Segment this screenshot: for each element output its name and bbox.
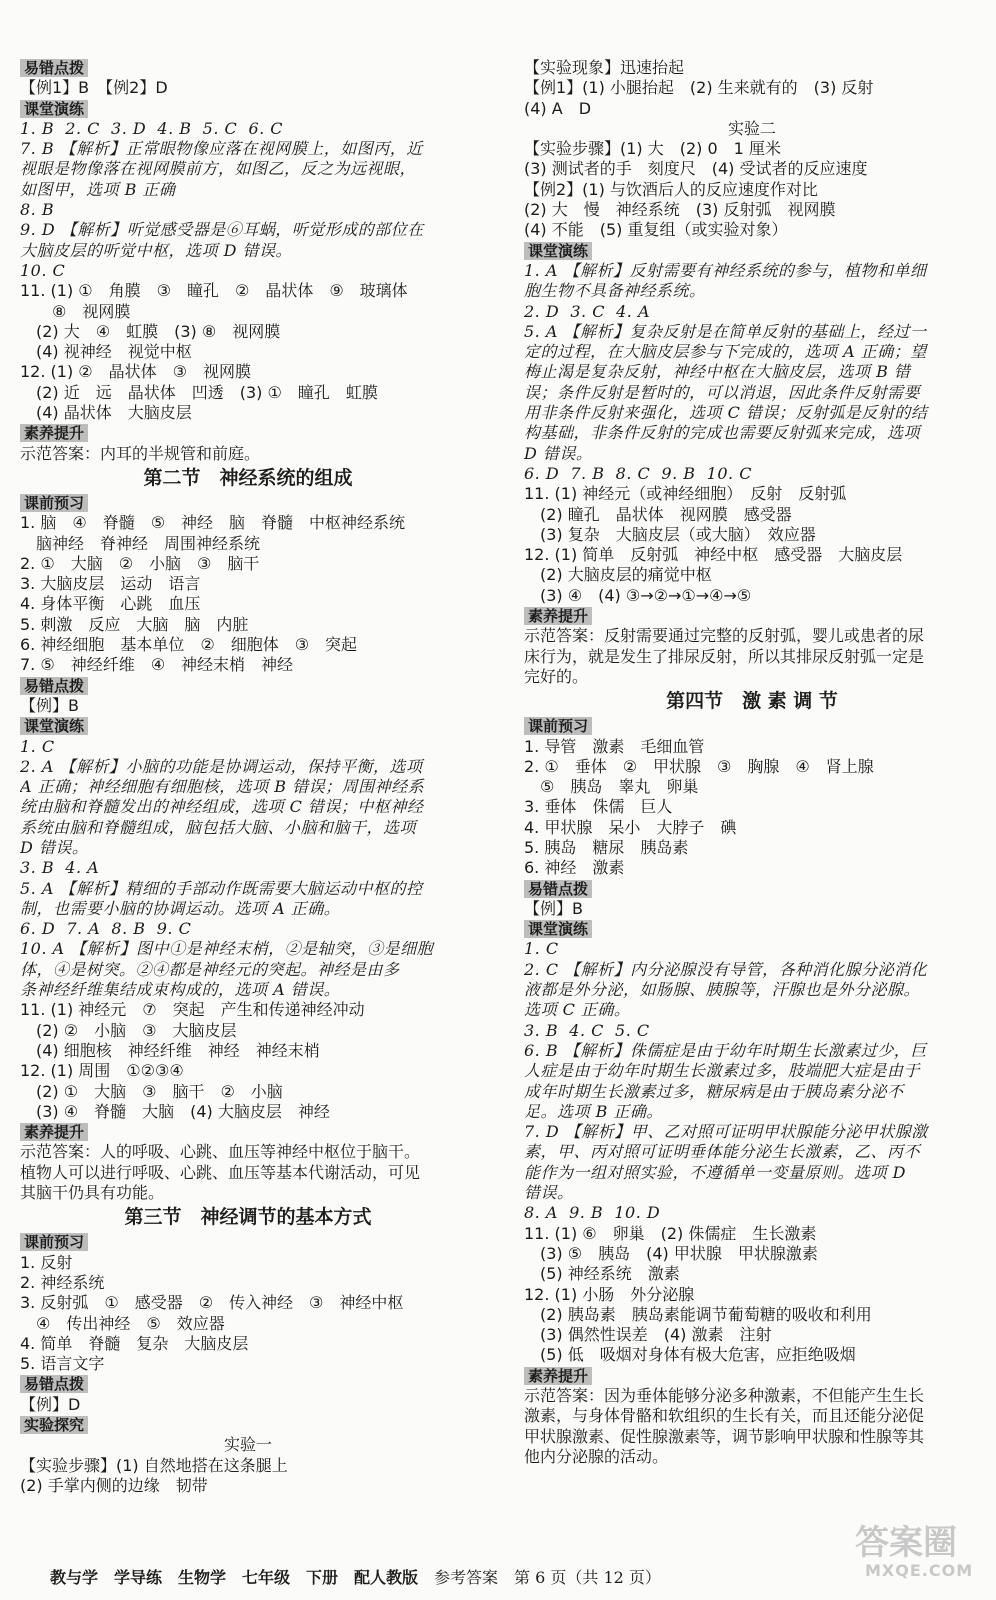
answer-line: 9. D 【解析】听觉感受器是⑥耳蜗，听觉形成的部位在 bbox=[20, 220, 424, 240]
answer-line: 6. 神经细胞 基本单位 ② 细胞体 ③ 突起 bbox=[20, 635, 358, 655]
answer-line: 4. 简单 脊髓 复杂 大脑皮层 bbox=[20, 1333, 249, 1353]
answer-line: (2) 胰岛素 胰岛素能调节葡萄糖的吸收和利用 bbox=[524, 1304, 872, 1324]
answer-line: (3) 复杂 大脑皮层（或大脑） 效应器 bbox=[524, 524, 816, 544]
section-label: 课堂演练 bbox=[524, 920, 592, 938]
section-label: 课堂演练 bbox=[524, 242, 592, 260]
answer-line: 6. D 7. B 8. C 9. B 10. C bbox=[524, 463, 752, 483]
section-label: 素养提升 bbox=[524, 1367, 592, 1385]
answer-line: 2. C 【解析】内分泌腺没有导管，各种消化腺分泌消化 bbox=[524, 959, 928, 979]
answer-line: 【实验现象】迅速抬起 bbox=[524, 58, 685, 77]
answer-line: 示范答案：反射需要通过完整的反射弧，婴儿或患者的尿 bbox=[524, 626, 925, 646]
answer-line: 选项 C 正确。 bbox=[524, 1000, 631, 1020]
section-label-row bbox=[20, 58, 476, 78]
answer-line: 5. 胰岛 糖尿 胰岛素 bbox=[524, 837, 689, 857]
answer-line: 其脑干仍具有功能。 bbox=[20, 1183, 165, 1203]
answer-line: 2. 神经系统 bbox=[20, 1272, 105, 1292]
answer-line: 11. (1) 神经元（或神经细胞） 反射 反射弧 bbox=[524, 484, 847, 504]
answer-line: 3. 垂体 侏儒 巨人 bbox=[524, 797, 673, 817]
answer-line: (2) 瞳孔 晶状体 视网膜 感受器 bbox=[524, 504, 792, 524]
answer-line: 2. A 【解析】小脑的功能是协调运动，保持平衡，选项 bbox=[20, 756, 423, 776]
section-label-row bbox=[20, 423, 476, 443]
answer-line: 5. A 【解析】精细的手部动作既需要大脑运动中枢的控 bbox=[20, 878, 423, 898]
right-column bbox=[524, 58, 980, 1467]
answer-line: 梅止渴是复杂反射，神经中枢在大脑皮层，选项 B 错 bbox=[524, 362, 911, 382]
answer-line: 体，④是树突。②④都是神经元的突起。神经是由多 bbox=[20, 959, 400, 979]
answer-line: 10. C bbox=[20, 260, 66, 280]
answer-line: ⑤ 胰岛 睾丸 卵巢 bbox=[524, 777, 699, 797]
answer-line: (4) A D bbox=[524, 98, 592, 118]
section-label-row bbox=[524, 879, 980, 899]
answer-line: 6. B 【解析】侏儒症是由于幼年时期生长激素过少，巨 bbox=[524, 1040, 927, 1060]
watermark bbox=[855, 1515, 990, 1595]
answer-line: (4) 视神经 视觉中枢 bbox=[20, 342, 192, 362]
answer-line: 【例2】(1) 与饮酒后人的反应速度作对比 bbox=[524, 179, 818, 199]
answer-line: (3) ④ 脊髓 大脑 (4) 大脑皮层 神经 bbox=[20, 1101, 330, 1121]
answer-line: A 正确；神经细胞有细胞核，选项 B 错误；周围神经系 bbox=[20, 777, 425, 797]
answer-line: 【例】D bbox=[20, 1394, 81, 1414]
answer-line: 实验一 bbox=[223, 1435, 272, 1455]
answer-line: 条神经纤维集结成束构成的，选项 A 错误。 bbox=[20, 980, 341, 1000]
answer-line: 系统由脑和脊髓组成，脑包括大脑、小脑和脑干，选项 bbox=[20, 817, 417, 837]
answer-line: 制，也需要小脑的协调运动。选项 A 正确。 bbox=[20, 898, 341, 918]
section-label-row bbox=[20, 676, 476, 696]
answer-line: D 错误。 bbox=[20, 837, 89, 857]
answer-line: 12. (1) ② 晶状体 ③ 视网膜 bbox=[20, 362, 251, 382]
answer-line: 成年时期生长激素过多，糖尿病是由于胰岛素分泌不 bbox=[524, 1081, 904, 1101]
section-label: 课堂演练 bbox=[20, 717, 88, 735]
section-label-row bbox=[20, 716, 476, 736]
watermark-logo: 答案圈 bbox=[855, 1523, 957, 1563]
answer-line: ④ 传出神经 ⑤ 效应器 bbox=[20, 1313, 225, 1333]
answer-line: (2) 大 慢 神经系统 (3) 反射弧 视网膜 bbox=[524, 200, 836, 220]
answer-line: 植物人可以进行呼吸、心跳、血压等基本代谢活动，可见 bbox=[20, 1162, 421, 1182]
chapter-heading: 第二节 神经系统的组成 bbox=[143, 466, 353, 489]
answer-line: 示范答案：人的呼吸、心跳、血压等神经中枢位于脑干。 bbox=[20, 1142, 421, 1162]
answer-line: 2. ① 大脑 ② 小脑 ③ 脑干 bbox=[20, 553, 260, 573]
answer-line: 视眼是物像落在视网膜前方，如图乙，反之为远视眼， bbox=[20, 159, 417, 179]
answer-line: 他内分泌腺的活动。 bbox=[524, 1446, 669, 1466]
section-label-row bbox=[524, 606, 980, 626]
answer-line: 足。选项 B 正确。 bbox=[524, 1101, 663, 1121]
section-label: 课前预习 bbox=[524, 717, 592, 735]
answer-line: 10. A 【解析】图中①是神经末梢，②是轴突，③是细胞 bbox=[20, 939, 434, 959]
answer-line: (2) ① 大脑 ③ 脑干 ② 小脑 bbox=[20, 1081, 283, 1101]
answer-line: 11. (1) ① 角膜 ③ 瞳孔 ② 晶状体 ⑨ 玻璃体 bbox=[20, 281, 408, 301]
page-footer bbox=[50, 1565, 950, 1588]
section-label: 易错点拨 bbox=[20, 1375, 88, 1393]
answer-line: 示范答案：因为垂体能够分泌多种激素，不但能产生生长 bbox=[524, 1386, 925, 1405]
answer-line: 8. B bbox=[20, 200, 55, 220]
left-column bbox=[20, 58, 476, 1496]
answer-line: 统由脑和脊髓发出的神经组成，选项 C 错误；中枢神经 bbox=[20, 797, 424, 817]
answer-line: 误；条件反射是暂时的，可以消退，因此条件反射需要 bbox=[524, 382, 921, 402]
answer-line: (2) ② 小脑 ③ 大脑皮层 bbox=[20, 1020, 237, 1040]
section-label: 实验探究 bbox=[20, 1416, 88, 1434]
answer-line: 【例1】(1) 小腿抬起 (2) 生来就有的 (3) 反射 bbox=[524, 78, 874, 98]
answer-line: 12. (1) 周围 ①②③④ bbox=[20, 1061, 184, 1081]
answer-line: 3. 大脑皮层 运动 语言 bbox=[20, 574, 201, 594]
chapter-heading: 第四节 激 素 调 节 bbox=[666, 690, 838, 713]
answer-line: 人症是由于幼年时期生长激素过多，肢端肥大症是由于 bbox=[524, 1061, 921, 1081]
answer-line: 甲状腺激素、促性腺激素等，调节影响甲状腺和性腺等其 bbox=[524, 1426, 925, 1446]
answer-line: 大脑皮层的听觉中枢，选项 D 错误。 bbox=[20, 240, 293, 260]
answer-line: (3) ⑤ 胰岛 (4) 甲状腺 甲状腺激素 bbox=[524, 1243, 818, 1263]
section-label: 易错点拨 bbox=[20, 677, 88, 695]
answer-line: 3. B 4. C 5. C bbox=[524, 1020, 650, 1040]
answer-line: 11. (1) 神经元 ⑦ 突起 产生和传递神经冲动 bbox=[20, 1000, 365, 1020]
answer-line: 4. 身体平衡 心跳 血压 bbox=[20, 594, 201, 614]
answer-line: (4) 不能 (5) 重复组（或实验对象） bbox=[524, 220, 788, 240]
answer-line: 1. C bbox=[524, 939, 559, 959]
answer-line: (2) 手掌内侧的边缘 韧带 bbox=[20, 1475, 208, 1495]
section-label-row bbox=[524, 1366, 980, 1386]
answer-line: 5. 刺激 反应 大脑 脑 内脏 bbox=[20, 614, 249, 634]
answer-line: 5. 语言文字 bbox=[20, 1354, 105, 1374]
answer-line: 1. B 2. C 3. D 4. B 5. C 6. C bbox=[20, 118, 284, 138]
answer-line: 12. (1) 小肠 外分泌腺 bbox=[524, 1284, 695, 1304]
answer-line: 3. 反射弧 ① 感受器 ② 传入神经 ③ 神经中枢 bbox=[20, 1293, 404, 1313]
section-label-row bbox=[20, 493, 476, 513]
answer-line: 7. ⑤ 神经纤维 ④ 神经末梢 神经 bbox=[20, 655, 294, 675]
answer-line: D 错误。 bbox=[524, 443, 593, 463]
answer-line: 6. D 7. A 8. B 9. C bbox=[20, 919, 192, 939]
answer-line: (2) 近 远 晶状体 凹透 (3) ① 瞳孔 虹膜 bbox=[20, 382, 378, 402]
footer-title: 教与学 学导练 生物学 七年级 下册 配人教版 bbox=[50, 1568, 419, 1587]
answer-line: 错误。 bbox=[524, 1183, 574, 1203]
section-label-row bbox=[20, 99, 476, 119]
answer-line: 定的过程，在大脑皮层参与下完成的，选项 A 正确；望 bbox=[524, 342, 927, 362]
answer-line: 4. 甲状腺 呆小 大脖子 碘 bbox=[524, 817, 737, 837]
answer-line: 11. (1) ⑥ 卵巢 (2) 侏儒症 生长激素 bbox=[524, 1223, 817, 1243]
answer-line: 构基础，非条件反射的完成也需要反射弧来完成，选项 bbox=[524, 423, 921, 443]
answer-line: 脑神经 脊神经 周围神经系统 bbox=[20, 533, 261, 553]
answer-line: ⑧ 视网膜 bbox=[20, 301, 131, 321]
section-label: 素养提升 bbox=[20, 1123, 88, 1141]
answer-line: 示范答案：内耳的半规管和前庭。 bbox=[20, 443, 261, 463]
answer-line: 激素，与身体骨骼和软组织的生长有关，而且还能分泌促 bbox=[524, 1406, 925, 1426]
chapter-heading: 第三节 神经调节的基本方式 bbox=[124, 1206, 372, 1229]
answer-line: (2) 大 ④ 虹膜 (3) ⑧ 视网膜 bbox=[20, 321, 281, 341]
answer-line: 胞生物不具备神经系统。 bbox=[524, 281, 706, 301]
answer-line: 【实验步骤】(1) 大 (2) 0 1 厘米 bbox=[524, 139, 781, 159]
answer-line: 【例】B bbox=[20, 695, 79, 715]
section-label-row bbox=[524, 241, 980, 261]
answer-line: 【实验步骤】(1) 自然地搭在这条腿上 bbox=[20, 1455, 288, 1475]
answer-line: (4) 晶状体 大脑皮层 bbox=[20, 403, 192, 423]
section-label-row bbox=[20, 1374, 476, 1394]
section-label-row bbox=[524, 919, 980, 939]
section-label: 易错点拨 bbox=[524, 880, 592, 898]
watermark-url: MXQE.COM bbox=[865, 1561, 974, 1580]
section-label-row bbox=[524, 716, 980, 736]
answer-line: 1. 脑 ④ 脊髓 ⑤ 神经 脑 脊髓 中枢神经系统 bbox=[20, 513, 406, 533]
answer-line: 7. B 【解析】正常眼物像应落在视网膜上，如图丙，近 bbox=[20, 139, 423, 159]
section-label: 素养提升 bbox=[20, 424, 88, 442]
answer-line: 2. D 3. C 4. A bbox=[524, 301, 651, 321]
answer-line: (3) 偶然性误差 (4) 激素 注射 bbox=[524, 1325, 772, 1345]
answer-line: (3) ④ (4) ③→②→①→④→⑤ bbox=[524, 585, 752, 605]
section-label-row bbox=[20, 1415, 476, 1435]
answer-line: 如图甲，选项 B 正确 bbox=[20, 179, 176, 199]
answer-line: 用非条件反射来强化，选项 C 错误；反射弧是反射的结 bbox=[524, 403, 928, 423]
footer-page-number: 参考答案 第 6 页（共 12 页） bbox=[434, 1568, 661, 1587]
section-label: 课前预习 bbox=[20, 494, 88, 512]
answer-line: 素，甲、丙对照可证明垂体能分泌生长激素，乙、丙不 bbox=[524, 1142, 921, 1162]
answer-line: 液都是外分泌，如肠腺、胰腺等，汗腺也是外分泌腺。 bbox=[524, 980, 921, 1000]
answer-line: 1. 导管 激素 毛细血管 bbox=[524, 736, 705, 756]
section-label: 易错点拨 bbox=[20, 59, 88, 77]
answer-line: 12. (1) 简单 反射弧 神经中枢 感受器 大脑皮层 bbox=[524, 545, 903, 565]
answer-line: 6. 神经 激素 bbox=[524, 858, 625, 878]
answer-line: 8. A 9. B 10. D bbox=[524, 1203, 661, 1223]
answer-line: 床行为，就是发生了排尿反射，所以其排尿反射弧一定是 bbox=[524, 646, 925, 666]
answer-line: 1. 反射 bbox=[20, 1252, 73, 1272]
answer-line: 【例】B bbox=[524, 898, 583, 918]
answer-line: (4) 细胞核 神经纤维 神经 神经末梢 bbox=[20, 1040, 320, 1060]
answer-line: (5) 低 吸烟对身体有极大危害，应拒绝吸烟 bbox=[524, 1345, 856, 1365]
section-label-row bbox=[20, 1122, 476, 1142]
answer-line: (5) 神经系统 激素 bbox=[524, 1264, 680, 1284]
section-label: 素养提升 bbox=[524, 607, 592, 625]
answer-line: 能作为一组对照实验，不遵循单一变量原则。选项 D bbox=[524, 1162, 906, 1182]
section-label-row bbox=[20, 1232, 476, 1252]
answer-line: (3) 测试者的手 刻度尺 (4) 受试者的反应速度 bbox=[524, 159, 868, 179]
answer-line: 完好的。 bbox=[524, 666, 589, 686]
answer-line: 2. ① 垂体 ② 甲状腺 ③ 胸腺 ④ 肾上腺 bbox=[524, 756, 874, 776]
section-label: 课前预习 bbox=[20, 1233, 88, 1251]
answer-line: 5. A 【解析】复杂反射是在简单反射的基础上，经过一 bbox=[524, 321, 927, 341]
answer-line: 【例1】B 【例2】D bbox=[20, 78, 168, 98]
answer-line: 3. B 4. A bbox=[20, 858, 100, 878]
section-label: 课堂演练 bbox=[20, 100, 88, 118]
answer-line: (2) 大脑皮层的痛觉中枢 bbox=[524, 565, 712, 585]
answer-line: 7. D 【解析】甲、乙对照可证明甲状腺能分泌甲状腺激 bbox=[524, 1122, 928, 1142]
answer-line: 1. A 【解析】反射需要有神经系统的参与，植物和单细 bbox=[524, 260, 927, 280]
answer-line: 实验二 bbox=[727, 118, 776, 138]
answer-line: 1. C bbox=[20, 736, 55, 756]
